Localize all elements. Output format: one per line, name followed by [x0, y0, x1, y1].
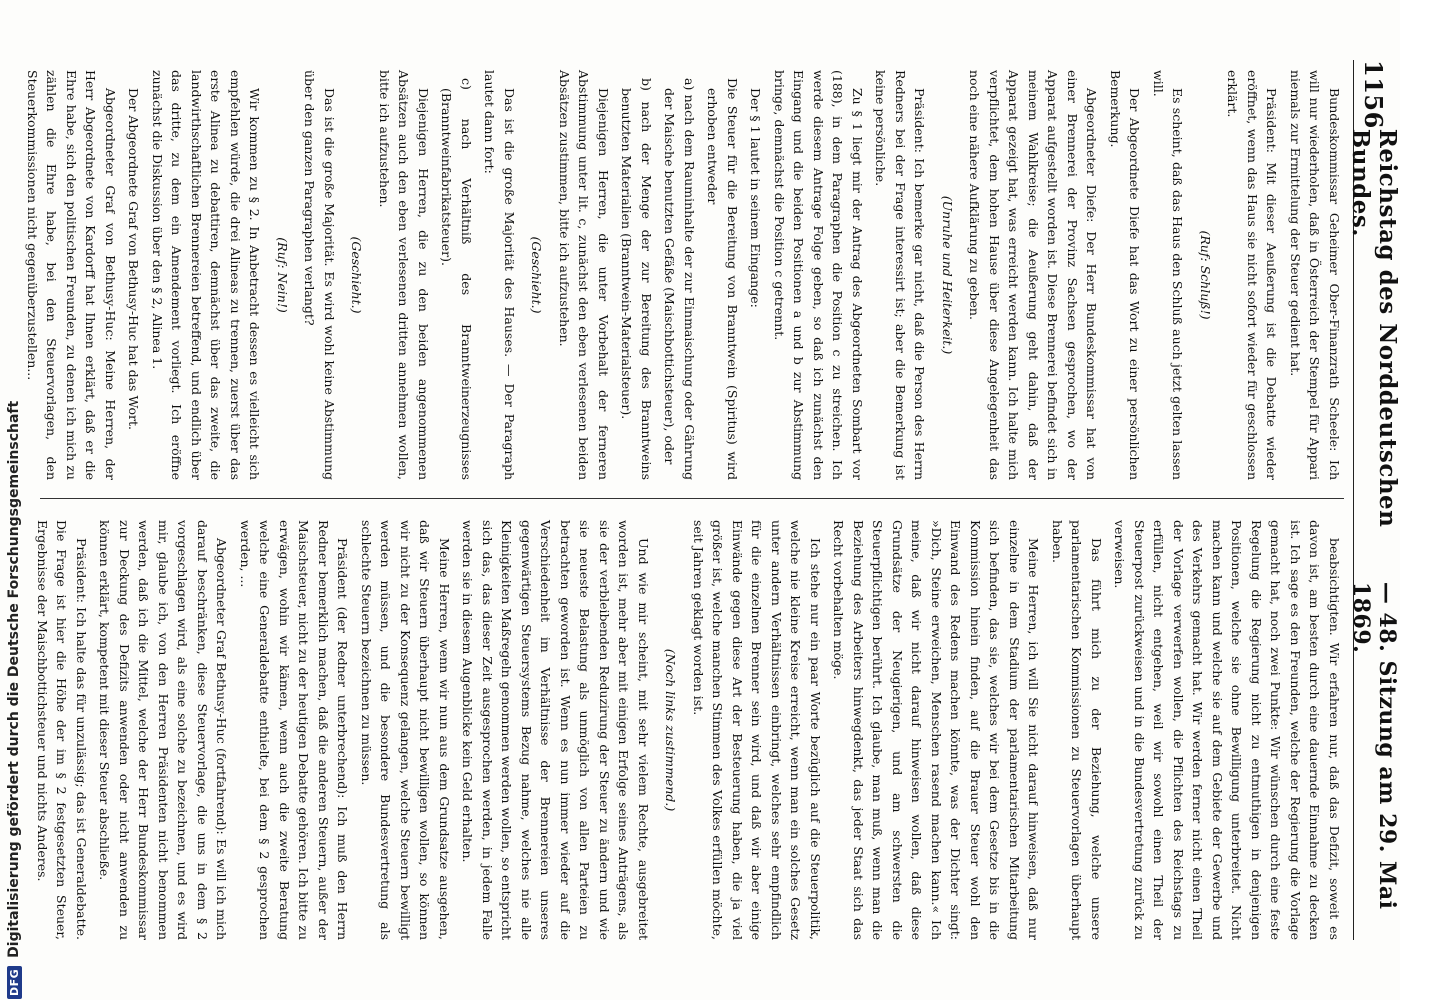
- column-divider: [40, 498, 1344, 499]
- paragraph: Meine Herren, wenn wir nun aus dem Grundsatze ausgehen, daß wir Steuern überhaupt nicht bewilligen wollen, so können wir nicht zu der Konsequenz gelangen, welche Steuern bewilligt werden müssen, und die besondere Bundesvertretung als schlechte Steuern bezeichnen zu müssen.: [359, 520, 452, 940]
- publication-title: Reichstag des Norddeutschen Bundes.: [1347, 128, 1401, 528]
- paragraph: Abgeordneter Graf Bethusy-Huc (fortfahrend): Es will ich mich darauf beschränken, diese Steuervorlage, die uns in dem § 2 vorgeschlagen wird, als eine solche zu bezeichnen, und es wird mir, glaube ich, von den Herren Präsidenten nicht benommen werden, daß ich die Mittel, welche der Herr Bundeskommissar zur Deckung des Defizits anwenden oder nicht anwenden zu können erklärt, kompetent mit dieser Steuer abschließe.: [97, 520, 230, 940]
- paragraph: Präsident: Ich halte das für unzulässig; das ist Generaldebatte. Die Frage ist hier die Höhe der im § 2 festgesetzten Steuer, Ergebnisse der Maischbottichsteuer und nichts Anderes.: [35, 520, 89, 940]
- paragraph: Der § 1 lautet in seinem Eingange:: [748, 88, 764, 308]
- paragraph: Die Steuer für die Bereitung von Branntwein (Spiritus) wird erhoben entweder: [705, 78, 740, 480]
- stage-direction: (Unruhe und Heiterkeit.): [940, 195, 955, 355]
- stage-direction: (Noch links zustimmend.): [663, 648, 679, 812]
- paragraph: Wir kommen zu § 2. In Anbetracht dessen es vielleicht sich empfehlen würde, die drei Alineas zu trennen, zuerst über das erste Alinea zu debattiren, demnächst über das zweite, die landwirthschaftlichen Brennereien betreffend, und endlich über das dritte, zu dem ein Amendement vorliegt. Ich eröffne zunächst die Diskussion über den § 2, Alinea 1.: [150, 70, 263, 480]
- stage-direction: (Geschieht.): [349, 236, 365, 314]
- stage-direction: (Ruf: Schluß!): [1198, 230, 1213, 320]
- page-number: 1156: [1359, 60, 1389, 129]
- digitization-note: Digitalisierung gefördert durch die Deutsche Forschungsgemeinschaft: [6, 400, 22, 958]
- paragraph: Es scheint, daß das Haus den Schluß auch jetzt gelten lassen will.: [1151, 70, 1186, 480]
- paragraph: Das ist die große Majorität des Hauses. — Der Paragraph lautet dann fort:: [482, 70, 517, 480]
- paragraph: a) nach dem Rauminhalte der zur Einmaischung oder Gährung der Maische benutzten Gefäße (Maischbottichsteuer), oder: [662, 78, 697, 480]
- dfg-logo: DFG: [7, 966, 22, 999]
- paragraph: Und wie mir scheint, mit sehr vielem Rechte, ausgebreitet worden ist, mehr aber mit einigen Erfolge seines Anträgens, als sie der verbleibenden Reduzirung der Steuer zu ändern und wie sie neueste Belastung als unmöglich von allen Parteien zu betrachten geworden ist. Wenn es nun immer wieder auf die Verschiedenheit im Verhältnisse der Brennereien unseres gegenwärtigen Steuersystems Bezug nahme, welches nie alle Kleinigkeiten Maßregeln genommen werden wollen, so entspricht sich das, das dieser Zeit ausgesprochen werden, in jedem Falle werden sie in diesem Augenblicke kein Geld erhalten.: [460, 520, 651, 940]
- paragraph: Abgeordneter Diefe: Der Herr Bundeskommissar hat von einer Brennerei der Provinz Sachsen gesprochen, wo der Apparat aufgestellt worden ist. Diese Brennerei befindet sich in meinem Wahlkreise; die Aeußerung geht dahin, daß der Apparat gezeigt hat, was erreicht werden kann. Ich halte mich verpflichtet, dem hohen Hause über diese Angelegenheit das noch eine nähere Aufklärung zu geben.: [967, 70, 1100, 480]
- stage-direction: (Geschieht.): [529, 236, 545, 314]
- right-column: [35, 520, 1344, 940]
- paragraph: Abgeordneter Graf von Bethusy-Huc: Meine Herren, der Herr Abgeordnete von Kardorff hat Ihnen erklärt, daß er die Ehre habe, sich den politischen Freunden, zu denen ich mich zu zählen die Ehre habe, bei den Steuervorlagen, den Steuerkommissionen nicht gegenüberzustellen...: [25, 70, 118, 480]
- paragraph: Der Abgeordnete Graf von Bethusy-Huc hat das Wort.: [126, 88, 142, 430]
- session-date: — 48. Sitzung am 29. Mai 1869.: [1348, 581, 1400, 910]
- paragraph: Bundeskommissar Geheimer Ober-Finanzrath Scheele: Ich will nur wiederholen, daß in Österreich der Stempel für Appari niemals zur Ermittelung der Steuer gedient hat.: [1288, 70, 1342, 480]
- paragraph: Das führt mich zu der Beziehung, welche unsere parlamentarischen Kommissionen zu Steuervorlagen überhaupt haben.: [1050, 520, 1104, 940]
- page-header: [1347, 60, 1401, 940]
- paragraph: Das ist die große Majorität. Es wird wohl keine Abstimmung über den ganzen Paragraphen verlangt?: [302, 70, 337, 480]
- paragraph: Präsident: Mit dieser Aeußerung ist die Debatte wieder eröffnet, wenn das Haus sie nicht sofort wieder für geschlossen erklärt.: [1225, 70, 1280, 480]
- paragraph: Der Abgeordnete Diefe hat das Wort zu einer persönlichen Bemerkung.: [1108, 70, 1143, 480]
- paragraph: b) nach der Menge der zur Bereitung des Branntweins benutzten Materialien (Branntwein-Materialsteuer).: [619, 78, 654, 480]
- paragraph: c) nach Verhältniß des Branntweinerzeugnisses (Branntweinfabrikatsteuer).: [439, 78, 474, 480]
- paragraph: Ich stehe nur ein paar Worte bezüglich auf die Steuerpolitik, welche nie kleine Kreise erreicht, wenn man ein solches Gesetz unter andern Verhältnissen einbringt, welches sehr empfindlich für die einzelnen Brenner sein wird, und daß wir aber einige Einwände gegen diese Art der Besteuerung haben, die ja viel größer ist, welche manchen Stimmen des Volkes erfüllen möchte, seit Jahren geklagt worden ist.: [691, 520, 823, 940]
- paragraph: Zu § 1 liegt mir der Antrag des Abgeordneten Sombart vor (188), in dem Paragraphen die Position c zu streichen. Ich werde diesem Antrage Folge geben, so daß ich zunächst den Eingang und die beiden Positionen a und b zur Abstimmung bringe, demnächst die Position c getrennt.: [772, 70, 865, 480]
- paragraph: Meine Herren, ich will Sie nicht darauf hinweisen, daß nur einzelne in dem Stadium der parlamentarischen Mitarbeitung sich befinden, das sie, welches wir bei dem Gesetze bis in die Kommission hinein finden, auf die Brauer Steuer wohl den Einwand des Redens machen könnte, was der Dichter singt: »Dich, Steine erweichen, Menschen rasend machen kann.« Ich meine, daß wir nicht darauf hinweisen wollen, daß diese Grundsätze der Neugierigen, und am schwersten die Steuerpflichtigen berührt. Ich glaube, man muß, wenn man die Beziehung des Arbeiters hinwegdenkt, das jeder Staat sich das Recht vorbehalten möge.: [831, 520, 1042, 940]
- left-column: [25, 70, 1344, 480]
- digitization-footer: [3, 0, 25, 1000]
- paragraph: Diejenigen Herren, die unter Vorbehalt der ferneren Abstimmung unter lit. c, zunächst den eben verlesenen beiden Absätzen zustimmen, bitte ich aufzustehen.: [557, 70, 611, 480]
- paragraph: Präsident: Ich bemerke gar nicht, daß die Person des Herrn Redners bei der Frage interessirt ist; aber die Bemerkung ist keine persönliche.: [873, 70, 928, 480]
- stage-direction: (Ruf: Nein!): [275, 237, 290, 313]
- paragraph: beabsichtigten. Wir erfahren nur, daß das Defizit, soweit es davon ist, am besten durch eine dauernde Einnahme zu decken ist. Ich sage es den Freunden, welche der Regierung die Vorlage gemacht hat, noch zwei Punkte: Wir wünschen durch eine feste Regelung die Regierung nicht zu entmuthigen in denjenigen Positionen, welche sie ohne Bewilligung unterbreitet. Nicht machen kann und welche sie auf dem Gebiete der Gewerbe und des Verkehrs gemacht hat. Wir werden ferner nicht einen Theil der Vorlage verwerfen wollen, die Pflichten des Reichstags zu erfüllen, nicht entgehen, weil wir sowohl einen Theil der Steuerpost zurückweisen und in die Bundesvertretung zurück zu verweisen.: [1112, 520, 1342, 940]
- paragraph: Präsident (der Redner unterbrechend): Ich muß den Herrn Redner bemerklich machen, daß die anderen Steuern, außer der Maischsteuer, nicht zu der heutigen Debatte gehören. Ich bitte zu erwägen, wohin wir kämen, wenn auch die zweite Beratung welche eine Generaldebatte enthielte, bei dem § 2 gesprochen werden, ...: [238, 520, 351, 940]
- paragraph: Diejenigen Herren, die zu den beiden angenommenen Absätzen auch den eben verlesenen dritten annehmen wollen, bitte ich aufzustehen.: [377, 70, 431, 480]
